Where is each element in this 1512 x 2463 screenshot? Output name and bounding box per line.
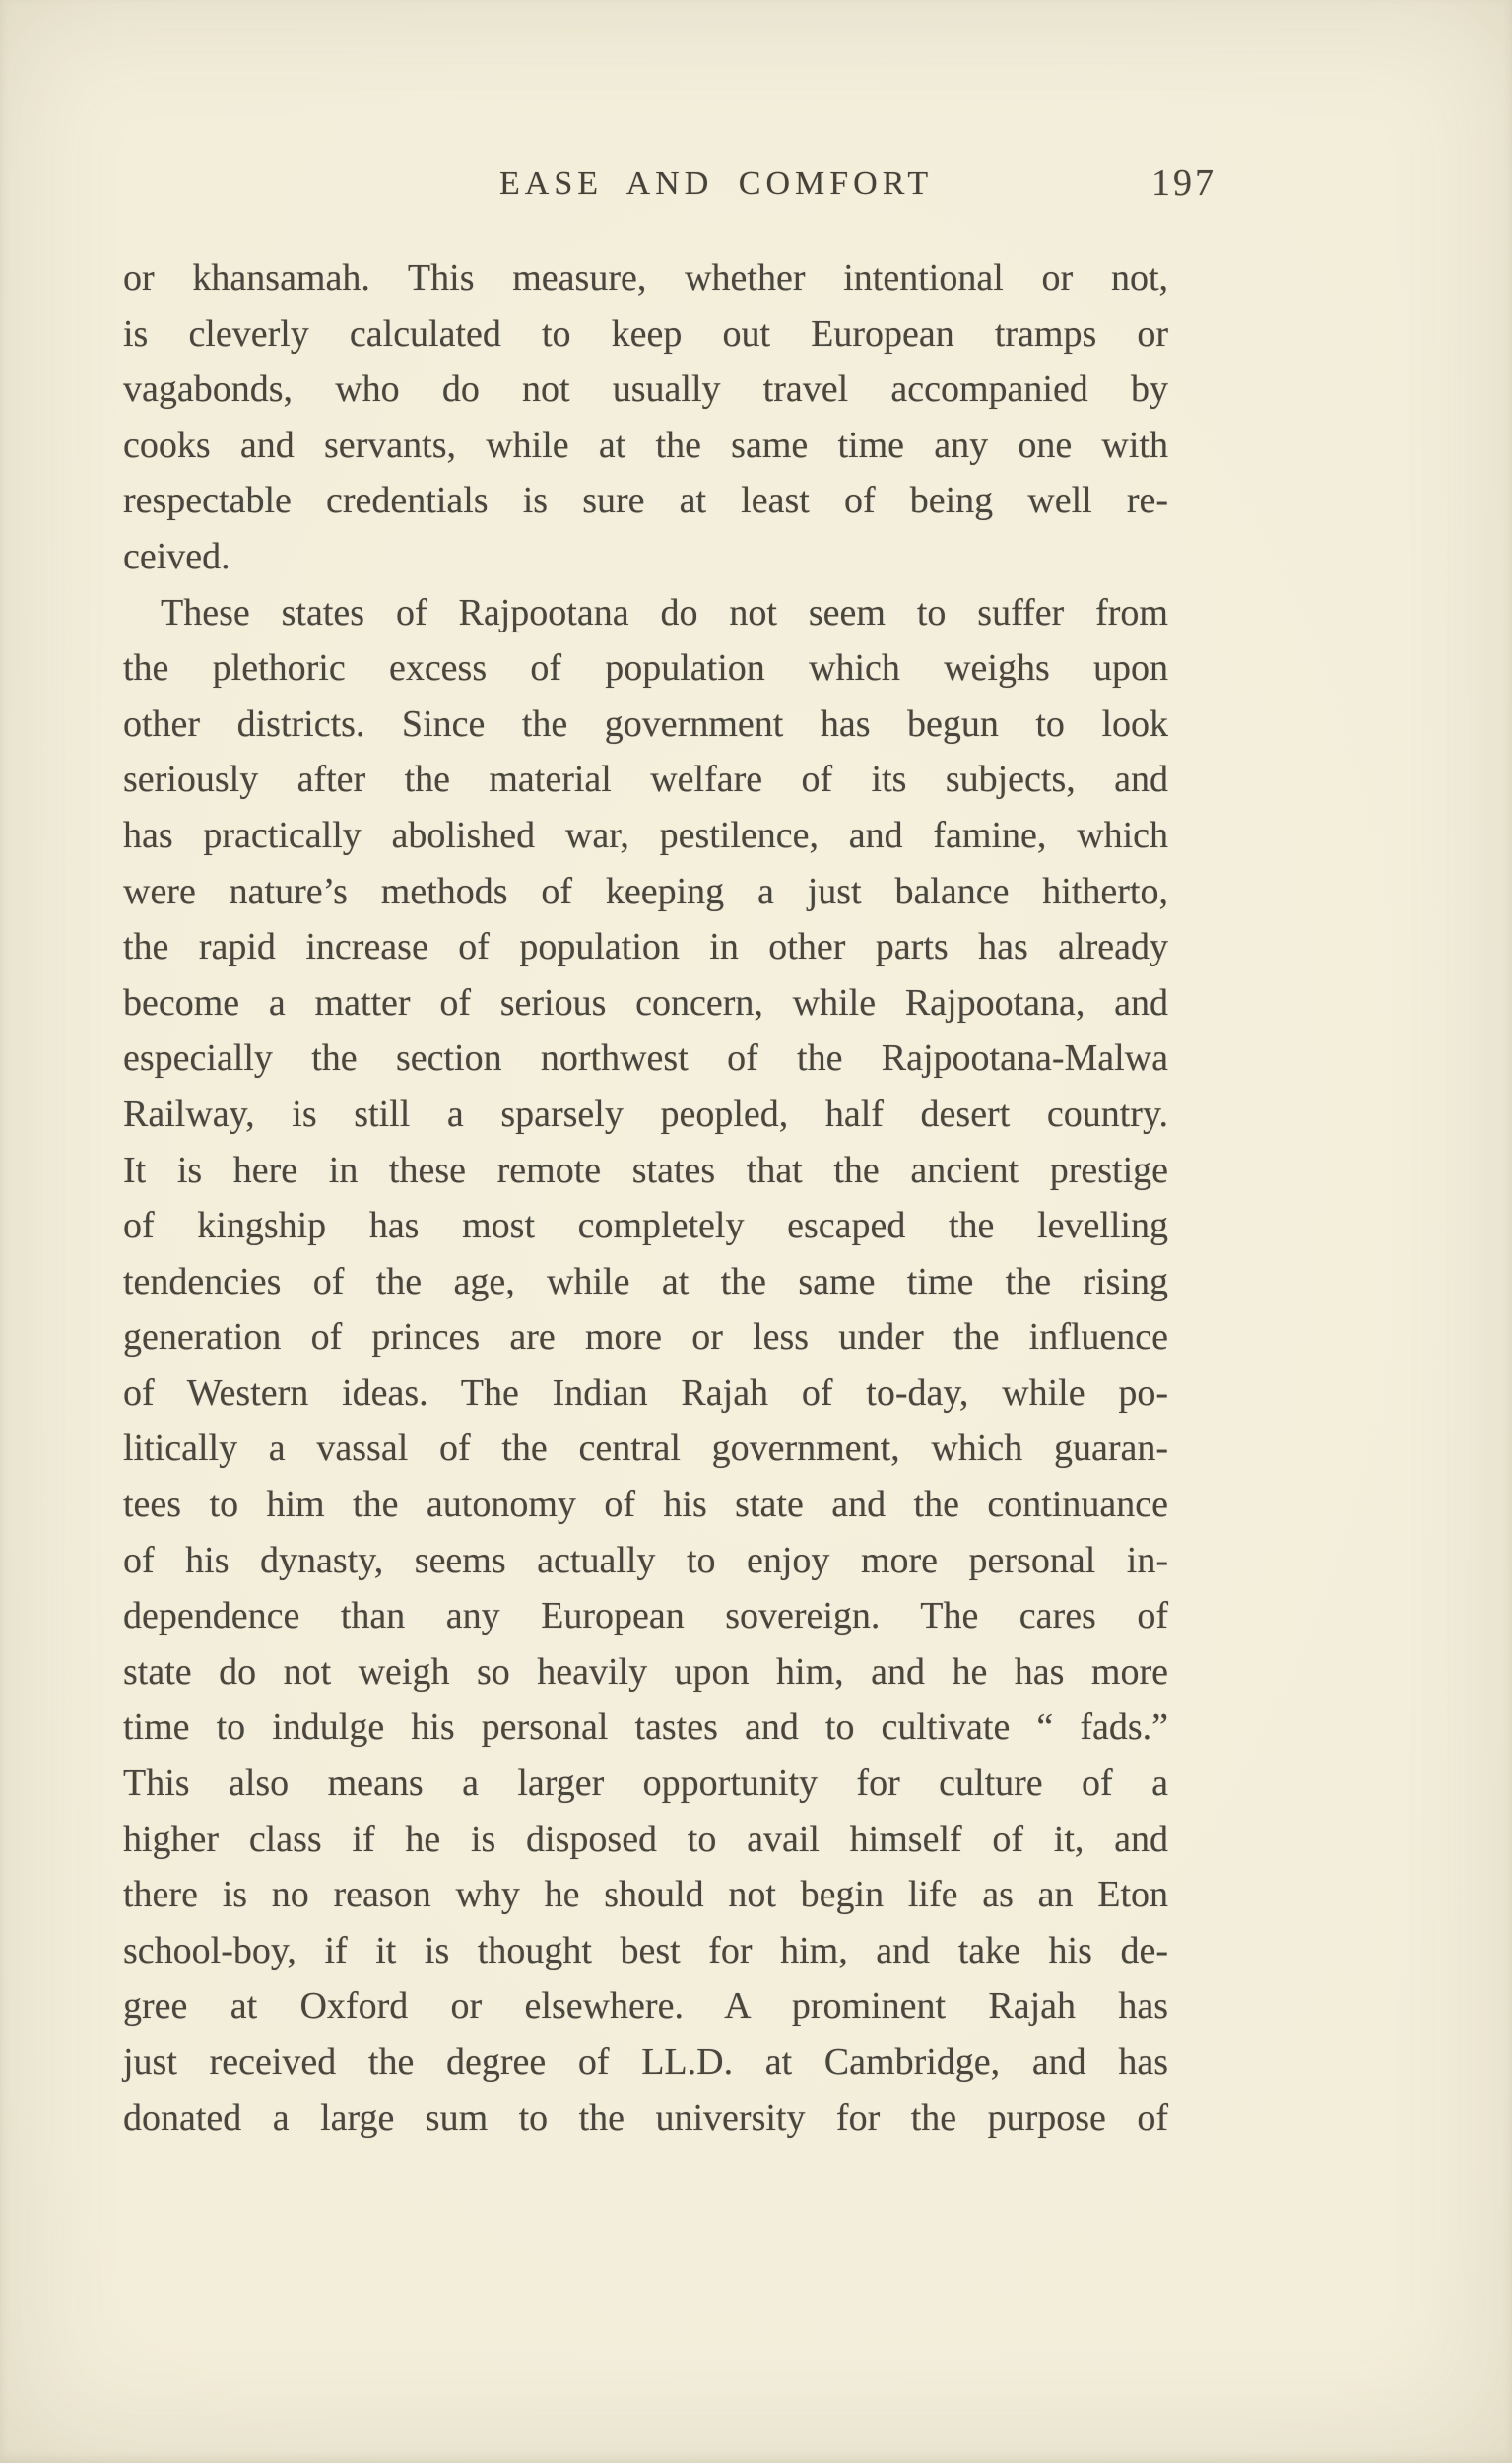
text-line: This also means a larger opportunity for culture of a (123, 1763, 1168, 1805)
text-line: is cleverly calculated to keep out European tramps or (123, 312, 1168, 355)
text-line: there is no reason why he should not begin life as an Eton (123, 1874, 1168, 1916)
text-line: seriously after the material welfare of its subjects, and (123, 759, 1168, 801)
page-number: 197 (1151, 163, 1216, 204)
text-line: school-boy, if it is thought best for him, and take his de- (123, 1929, 1168, 1971)
body-text (123, 250, 1168, 2146)
text-line: time to indulge his personal tastes and to cultivate “ fads.” (123, 1706, 1168, 1749)
text-line: vagabonds, who do not usually travel accompanied by (123, 368, 1168, 411)
text-line: These states of Rajpootana do not seem to suffer from (161, 591, 1168, 633)
text-line: or khansamah. This measure, whether intentional or not, (123, 257, 1168, 299)
text-line: respectable credentials is sure at least of being well re- (123, 480, 1168, 522)
text-line: the plethoric excess of population which weighs upon (123, 647, 1168, 690)
text-line: tees to him the autonomy of his state and the continuance (123, 1484, 1168, 1526)
text-line: just received the degree of LL.D. at Cambridge, and has (123, 2041, 1168, 2083)
text-line: cooks and servants, while at the same time any one with (123, 424, 1168, 466)
text-line: It is here in these remote states that the ancient prestige (123, 1149, 1168, 1191)
text-line: ceived. (123, 535, 230, 577)
text-line: become a matter of serious concern, while Rajpootana, and (123, 981, 1168, 1024)
text-line: higher class if he is disposed to avail himself of it, and (123, 1818, 1168, 1860)
text-line: litically a vassal of the central government, which guaran- (123, 1428, 1168, 1470)
running-header: EASE AND COMFORT (499, 166, 934, 202)
text-line: generation of princes are more or less under the influence (123, 1316, 1168, 1359)
text-line: has practically abolished war, pestilence, and famine, which (123, 814, 1168, 856)
text-line: Railway, is still a sparsely peopled, half desert country. (123, 1093, 1168, 1135)
text-line: gree at Oxford or elsewhere. A prominent Rajah has (123, 1985, 1168, 2028)
text-line: donated a large sum to the university for the purpose of (123, 2097, 1168, 2139)
text-line: of kingship has most completely escaped the levelling (123, 1205, 1168, 1247)
text-line: dependence than any European sovereign. The cares of (123, 1595, 1168, 1637)
text-line: of his dynasty, seems actually to enjoy more personal in- (123, 1539, 1168, 1581)
text-line: the rapid increase of population in other parts has already (123, 926, 1168, 968)
text-line: especially the section northwest of the Rajpootana-Malwa (123, 1037, 1168, 1080)
text-line: were nature’s methods of keeping a just balance hitherto, (123, 870, 1168, 912)
text-line: state do not weigh so heavily upon him, and he has more (123, 1650, 1168, 1693)
text-line: of Western ideas. The Indian Rajah of to-day, while po- (123, 1371, 1168, 1414)
text-line: tendencies of the age, while at the same time the rising (123, 1260, 1168, 1302)
text-line: other districts. Since the government has begun to look (123, 702, 1168, 745)
